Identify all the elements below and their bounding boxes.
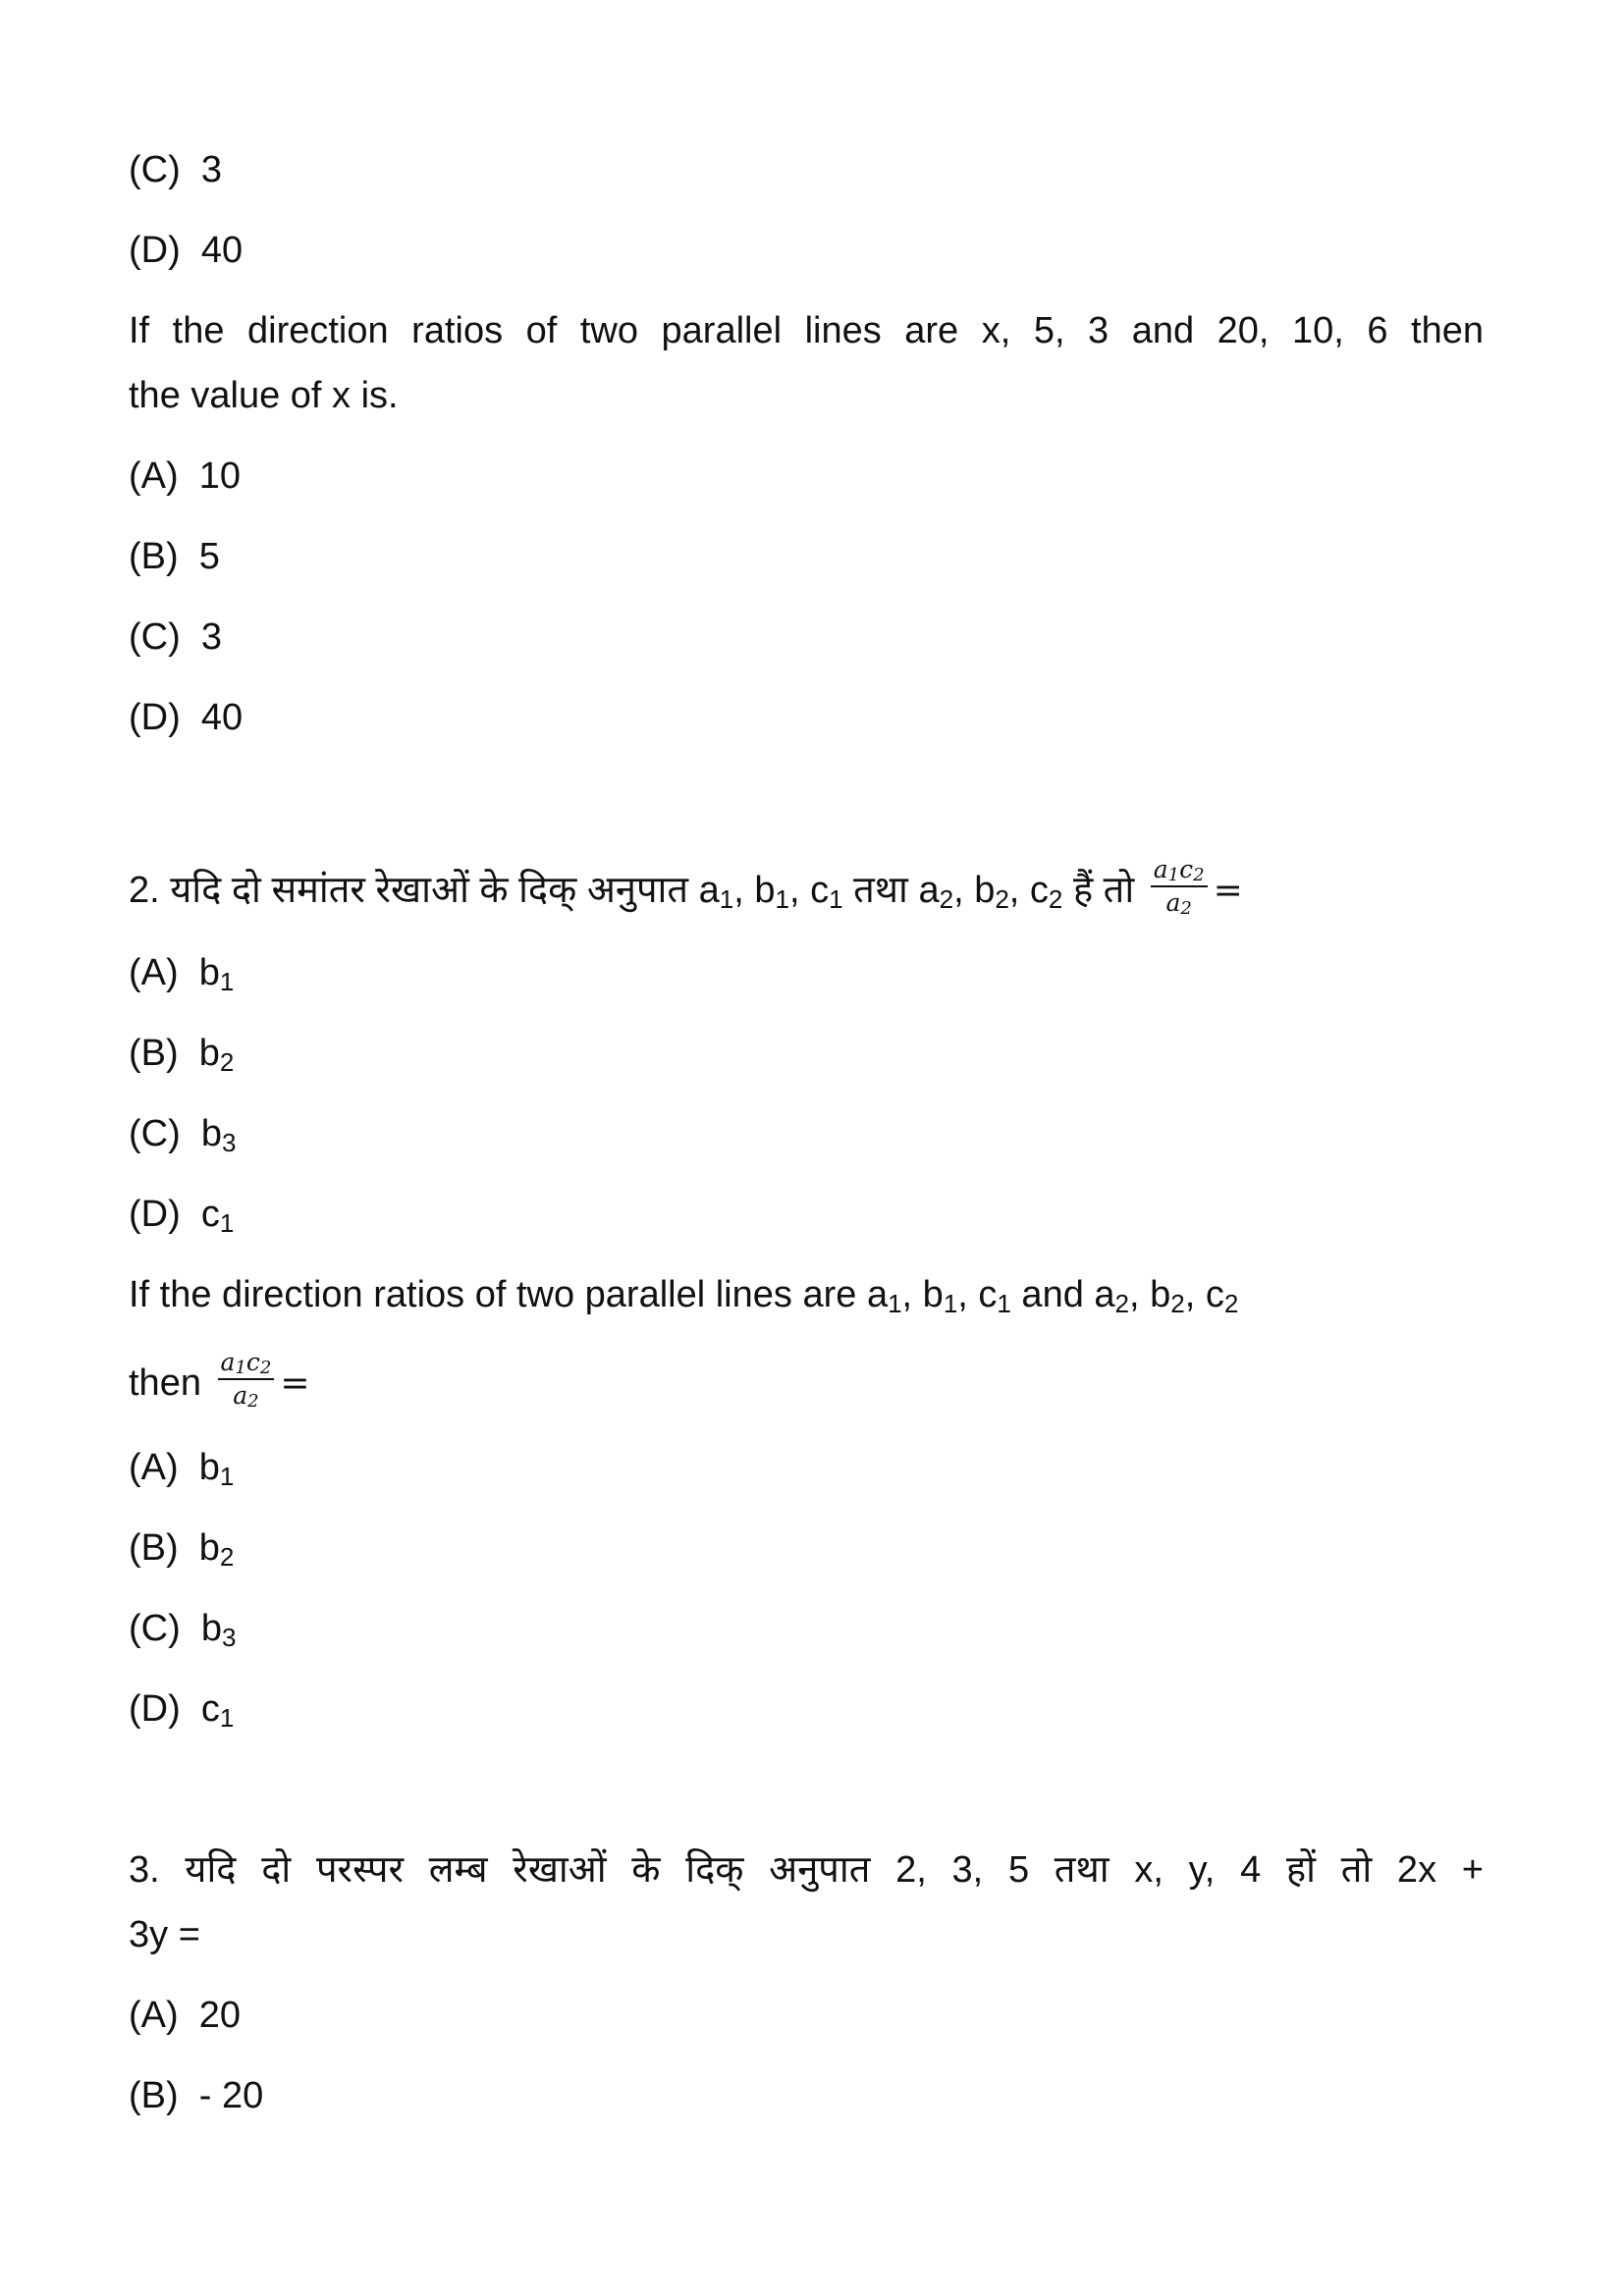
option-label: (C) <box>129 616 181 658</box>
option-label: (D) <box>129 1688 181 1730</box>
q3-option-b <box>129 2073 263 2118</box>
question-text: If the direction ratios of two parallel lines are <box>129 1274 867 1315</box>
option-label: (B) <box>129 1527 179 1569</box>
ratio-b1: $b_1$ <box>754 870 789 915</box>
option-label: (C) <box>129 149 181 190</box>
option-value: $b_2$ <box>198 1033 235 1077</box>
option-label: (D) <box>129 230 181 271</box>
ratio-c1: $c_1$ <box>810 870 843 915</box>
q2-english-option-c <box>129 1606 237 1651</box>
q1-english-text-line2: the value of x is. <box>129 375 399 416</box>
option-value: $c_1$ <box>200 1688 235 1733</box>
option-label: (D) <box>129 1194 181 1235</box>
option-value: $b_3$ <box>200 1113 237 1157</box>
option-c-prev <box>129 147 222 192</box>
q3-hindi-text-line1: 3. यदि दो परस्पर लम्ब रेखाओं के दिक् अनुपात 2, 3, 5 तथा x, y, 4 हों तो 2x + <box>129 1849 1484 1891</box>
option-value: 3 <box>200 149 223 190</box>
option-value: 5 <box>198 536 220 577</box>
q2-english-option-a <box>129 1445 234 1490</box>
q1-english-text-line1: If the direction ratios of two parallel lines are x, 5, 3 and 20, 10, 6 then <box>129 310 1484 351</box>
option-value: $c_1$ <box>200 1194 235 1238</box>
option-value: $b_2$ <box>198 1527 235 1572</box>
option-label: (C) <box>129 1608 181 1649</box>
option-value: 40 <box>200 697 244 738</box>
fraction-a1c2-over-a2: $\frac{a_1c_2}{a_2}$ <box>1151 856 1208 917</box>
q2-hindi-question: 2. यदि दो समांतर रेखाओं के दिक् अनुपात $a_1$, $b_1$, $c_1$ तथा $a_2$, $b_2$, $c_2$ हैं तो $\frac{a_1c_2}{a_2}$ = <box>129 855 1243 919</box>
equals-sign: = <box>280 1363 310 1405</box>
q2-hindi-option-c <box>129 1111 237 1156</box>
joiner: तथा <box>842 870 919 912</box>
q2-hindi-option-d <box>129 1192 234 1237</box>
ratio-a1: $a_1$ <box>698 870 734 915</box>
question-text: then <box>129 1362 201 1405</box>
option-value: $b_1$ <box>198 952 235 996</box>
option-label: (A) <box>129 455 179 497</box>
q3-hindi-text-line2: 3y = <box>129 1914 200 1955</box>
option-label: (B) <box>129 2075 179 2116</box>
equals-sign: = <box>1213 871 1243 912</box>
q2-hindi-option-b <box>129 1031 234 1076</box>
ratio-b2: $b_2$ <box>974 870 1009 915</box>
option-value: 10 <box>198 455 242 497</box>
option-value: $b_1$ <box>198 1447 235 1491</box>
option-label: (B) <box>129 1033 179 1074</box>
q1-option-a <box>129 454 241 499</box>
option-value: 40 <box>200 230 244 271</box>
question-text: हैं तो <box>1062 870 1135 912</box>
q2-english-text-line1: If the direction ratios of two parallel lines are $a_1$, $b_1$, $c_1$ and $a_2$, $b_2$, $c_2$ <box>129 1274 1239 1318</box>
q2-english-option-b <box>129 1525 234 1571</box>
option-label: (B) <box>129 536 179 577</box>
option-value: 20 <box>198 1995 242 2036</box>
question-text: यदि दो समांतर रेखाओं के दिक् अनुपात <box>170 870 699 912</box>
option-label: (D) <box>129 697 181 738</box>
option-d-prev <box>129 228 243 273</box>
q2-hindi-option-a <box>129 950 234 995</box>
question-number: 2. <box>129 870 160 912</box>
ratio-c2: $c_2$ <box>1029 870 1063 915</box>
ratio-a2: $a_2$ <box>918 870 954 915</box>
q2-english-option-d <box>129 1686 234 1732</box>
fraction-a1c2-over-a2: $\frac{a_1c_2}{a_2}$ <box>218 1349 275 1410</box>
option-label: (A) <box>129 1447 179 1488</box>
q3-option-a <box>129 1993 241 2038</box>
option-label: (A) <box>129 952 179 993</box>
option-value: $b_3$ <box>200 1608 237 1652</box>
option-value: - 20 <box>198 2075 264 2116</box>
q1-option-b <box>129 534 220 579</box>
option-label: (A) <box>129 1995 179 2036</box>
option-label: (C) <box>129 1113 181 1154</box>
q1-option-c <box>129 614 222 660</box>
option-value: 3 <box>200 616 223 658</box>
q1-option-d <box>129 695 243 740</box>
q2-english-text-line2 <box>129 1348 310 1415</box>
